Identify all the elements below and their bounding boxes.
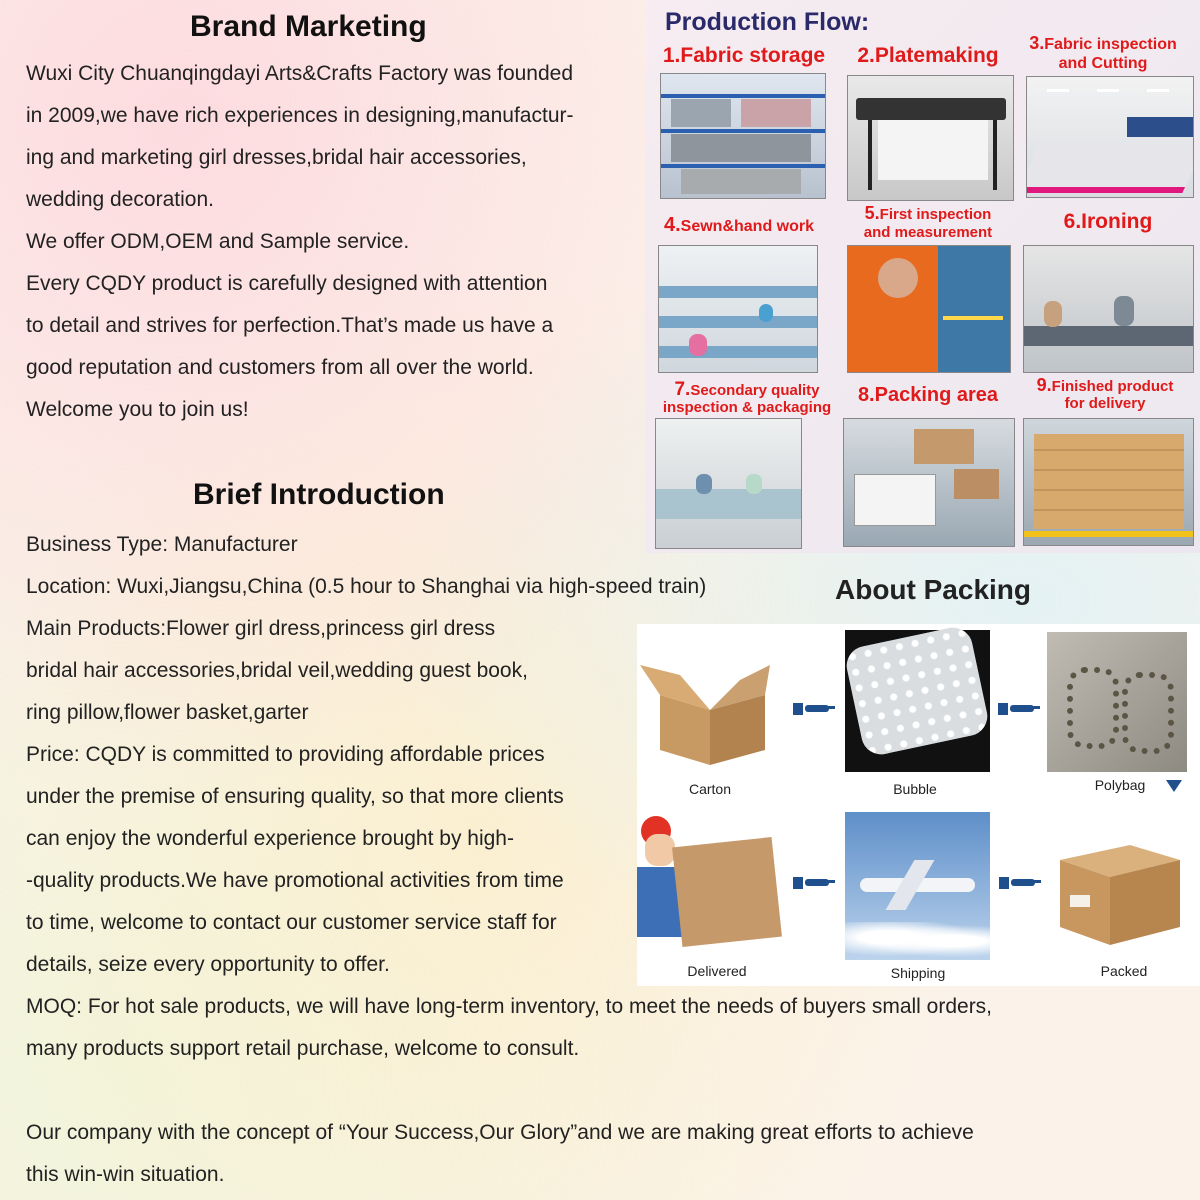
step-label-platemaking: [850, 44, 1006, 68]
step-text: Ironing: [1081, 210, 1153, 233]
step-number: 4.: [663, 214, 681, 236]
intro-line: -quality products.We have promotional activities from time: [26, 869, 564, 892]
step-text: Fabric storage: [680, 44, 826, 67]
step-number: 1.: [662, 44, 681, 67]
polybag-image: [1047, 632, 1187, 772]
step-label-ironing: [1024, 210, 1192, 234]
step-label-secondary-inspection: [650, 381, 844, 416]
caption-bubble: Bubble: [893, 781, 937, 797]
brand-marketing-title: Brand Marketing: [190, 10, 427, 43]
closing-text: [26, 1112, 1176, 1196]
carton-image: [640, 650, 780, 770]
arrow-left-icon: [793, 874, 837, 890]
caption-packed: Packed: [1100, 963, 1148, 979]
step-text-2: and Cutting: [1058, 55, 1148, 72]
intro-line: Location: Wuxi,Jiangsu,China (0.5 hour to Shanghai via high-speed train): [26, 575, 707, 598]
step-text: Packing area: [874, 384, 999, 406]
step-label-fabric-inspection: [1020, 34, 1186, 73]
shipping-image: [845, 812, 990, 960]
step-label-fabric-storage: [656, 44, 832, 68]
photo-fabric-inspection: [1026, 76, 1194, 198]
production-flow-title: Production Flow:: [665, 8, 870, 36]
step-text: Sewn&hand work: [680, 218, 815, 235]
step-label-sewn-hand-work: [656, 214, 822, 237]
brand-line: wedding decoration.: [26, 188, 214, 211]
step-label-packing-area: [846, 384, 1010, 407]
brand-marketing-text: [26, 53, 656, 431]
brand-line: in 2009,we have rich experiences in designing,manufactur-: [26, 104, 574, 127]
step-label-finished-product: [1020, 377, 1190, 412]
step-number: 5.: [864, 203, 880, 223]
photo-packing-area: [843, 418, 1015, 547]
step-number: 3.: [1029, 33, 1045, 53]
brand-line: to detail and strives for perfection.That’s made us have a: [26, 314, 554, 337]
intro-line: can enjoy the wonderful experience brought by high-: [26, 827, 514, 850]
arrow-down-icon: [1166, 780, 1182, 794]
packed-image: [1050, 815, 1190, 955]
about-packing-title: About Packing: [835, 574, 1032, 605]
brand-line: Every CQDY product is carefully designed with attention: [26, 272, 548, 295]
intro-line: ring pillow,flower basket,garter: [26, 701, 309, 724]
arrow-left-icon: [999, 874, 1043, 890]
arrow-right-icon: [793, 700, 837, 716]
closing-line: Our company with the concept of “Your Success,Our Glory”and we are making great efforts to achieve: [26, 1121, 974, 1144]
photo-platemaking: [847, 75, 1014, 201]
delivered-image: [637, 812, 787, 960]
brief-introduction-title: Brief Introduction: [193, 478, 445, 511]
step-number: 6.: [1063, 210, 1082, 233]
photo-finished-product: [1023, 418, 1194, 546]
intro-line: under the premise of ensuring quality, so that more clients: [26, 785, 564, 808]
photo-sewn-hand-work: [658, 245, 818, 373]
step-number: 9.: [1036, 375, 1052, 395]
intro-line: details, seize every opportunity to offer.: [26, 953, 390, 976]
brand-line: good reputation and customers from all over the world.: [26, 356, 534, 379]
arrow-right-icon: [998, 700, 1042, 716]
bubble-image: [845, 630, 990, 772]
photo-secondary-inspection: [655, 418, 802, 549]
intro-line: Main Products:Flower girl dress,princess girl dress: [26, 617, 496, 640]
step-text-2: inspection & packaging: [662, 399, 832, 416]
step-number: 2.: [857, 44, 875, 67]
intro-line: Business Type: Manufacturer: [26, 533, 298, 556]
caption-polybag: Polybag: [1094, 777, 1146, 793]
intro-line: MOQ: For hot sale products, we will have long-term inventory, to meet the needs of buyers small orders,: [26, 995, 993, 1018]
caption-shipping: Shipping: [890, 965, 946, 981]
step-label-first-inspection: [848, 204, 1008, 242]
caption-carton: Carton: [688, 781, 732, 797]
intro-line: Price: CQDY is committed to providing affordable prices: [26, 743, 545, 766]
step-text: Fabric inspection: [1044, 36, 1177, 53]
intro-line: many products support retail purchase, welcome to consult.: [26, 1037, 580, 1060]
step-number: 7.: [674, 379, 691, 400]
brand-line: Welcome you to join us!: [26, 398, 249, 421]
brand-line: ing and marketing girl dresses,bridal hair accessories,: [26, 146, 527, 169]
closing-line: this win-win situation.: [26, 1163, 225, 1186]
step-text: Secondary quality: [690, 382, 820, 399]
step-number: 8.: [857, 384, 875, 406]
step-text: Finished product: [1051, 378, 1174, 395]
photo-first-inspection: [847, 245, 1011, 373]
photo-ironing: [1023, 245, 1194, 373]
caption-delivered: Delivered: [687, 963, 747, 979]
step-text-2: and measurement: [863, 224, 993, 241]
photo-fabric-storage: [660, 73, 826, 199]
brand-line: We offer ODM,OEM and Sample service.: [26, 230, 410, 253]
step-text-2: for delivery: [1064, 395, 1146, 412]
intro-line: bridal hair accessories,bridal veil,wedding guest book,: [26, 659, 528, 682]
step-text: First inspection: [879, 206, 992, 223]
brand-line: Wuxi City Chuanqingdayi Arts&Crafts Factory was founded: [26, 62, 574, 85]
step-text: Platemaking: [874, 44, 999, 67]
intro-line: to time, welcome to contact our customer service staff for: [26, 911, 557, 934]
